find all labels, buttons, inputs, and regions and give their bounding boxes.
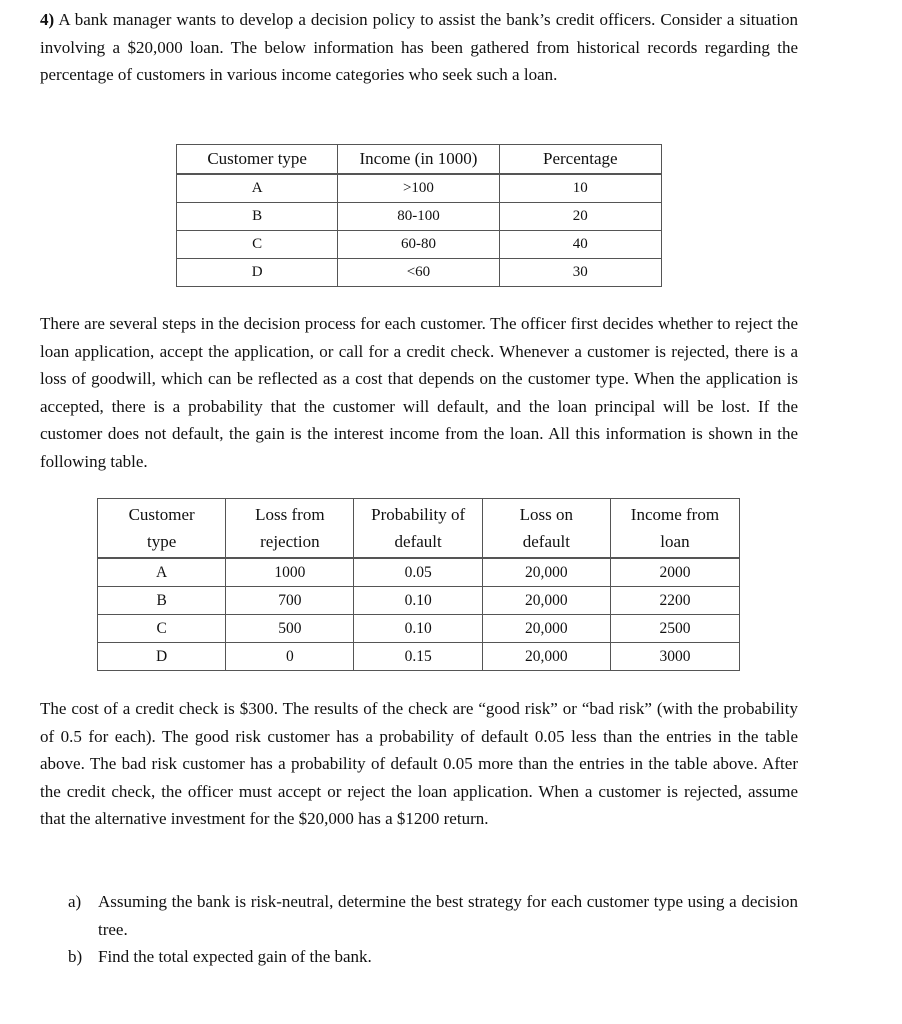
header-percentage: Percentage (499, 145, 661, 175)
cell: A (98, 558, 226, 587)
part-text: Assuming the bank is risk-neutral, determine the best strategy for each customer type using a decision tree. (98, 892, 798, 939)
table-row (98, 643, 740, 671)
table-row (98, 615, 740, 643)
table-row (177, 174, 662, 203)
cell: <60 (338, 259, 499, 287)
header-customer-type: Customer type (177, 145, 338, 175)
header-income-from-loan: Income from loan (610, 499, 739, 559)
customer-income-table (176, 144, 662, 287)
header-loss-from-rejection: Loss from rejection (226, 499, 354, 559)
cell: 20,000 (482, 615, 610, 643)
cell: C (177, 231, 338, 259)
cell: 60-80 (338, 231, 499, 259)
cell: 20,000 (482, 587, 610, 615)
cell: 700 (226, 587, 354, 615)
table-row (98, 587, 740, 615)
header-probability-of-default: Probability of default (354, 499, 482, 559)
cell: 80-100 (338, 203, 499, 231)
table-header-row (98, 499, 740, 559)
cell: C (98, 615, 226, 643)
cell: 3000 (610, 643, 739, 671)
table-row (177, 231, 662, 259)
loan-outcome-table (97, 498, 740, 671)
cell: B (98, 587, 226, 615)
cell: 2500 (610, 615, 739, 643)
cell: D (98, 643, 226, 671)
cell: 20 (499, 203, 661, 231)
cell: 40 (499, 231, 661, 259)
cell: 2000 (610, 558, 739, 587)
table-header-row (177, 145, 662, 175)
header-customer-type: Customer type (98, 499, 226, 559)
credit-check-paragraph: The cost of a credit check is $300. The results of the check are “good risk” or “bad risk” (with the probability of 0.5 for each). The good risk customer has a probability of default 0.05 less than the entries in the table above. The bad risk customer has a probability of default 0.05 more than the entries in the table above. After the credit check, the officer must accept or reject the loan application. When a customer is rejected, assume that the alternative investment for the $20,000 has a $1200 return. (40, 699, 798, 829)
cell: 10 (499, 174, 661, 203)
cell: 0.05 (354, 558, 482, 587)
cell: 20,000 (482, 643, 610, 671)
question-number: 4) (40, 10, 55, 29)
cell: 30 (499, 259, 661, 287)
table-row (177, 259, 662, 287)
question-parts-list (68, 888, 798, 971)
part-text: Find the total expected gain of the bank. (98, 947, 372, 967)
cell: 1000 (226, 558, 354, 587)
cell: D (177, 259, 338, 287)
cell: 0 (226, 643, 354, 671)
cell: A (177, 174, 338, 203)
cell: 20,000 (482, 558, 610, 587)
decision-process-paragraph: There are several steps in the decision process for each customer. The officer first decides whether to reject the loan application, accept the application, or call for a credit check. Whenever a customer is rejected, there is a loss of goodwill, which can be reflected as a cost that depends on the customer type. When the application is accepted, there is a probability that the customer will default, and the loan principal will be lost. If the customer does not default, the gain is the interest income from the loan. All this information is shown in the following table. (40, 314, 798, 471)
cell: B (177, 203, 338, 231)
cell: 0.10 (354, 615, 482, 643)
cell: 0.15 (354, 643, 482, 671)
table-row (177, 203, 662, 231)
list-item (68, 888, 798, 943)
cell: >100 (338, 174, 499, 203)
table-row (98, 558, 740, 587)
part-marker: a) (68, 892, 82, 911)
cell: 0.10 (354, 587, 482, 615)
header-income: Income (in 1000) (338, 145, 499, 175)
part-marker: b) (68, 947, 83, 967)
cell: 500 (226, 615, 354, 643)
cell: 2200 (610, 587, 739, 615)
intro-text: A bank manager wants to develop a decision policy to assist the bank’s credit officers. Consider a situation involving a $20,000 loan. The below information has been gathered from historical records regarding the percentage of customers in various income categories who seek such a loan. (40, 10, 799, 85)
question-intro (40, 6, 798, 89)
list-item (68, 943, 798, 971)
header-loss-on-default: Loss on default (482, 499, 610, 559)
